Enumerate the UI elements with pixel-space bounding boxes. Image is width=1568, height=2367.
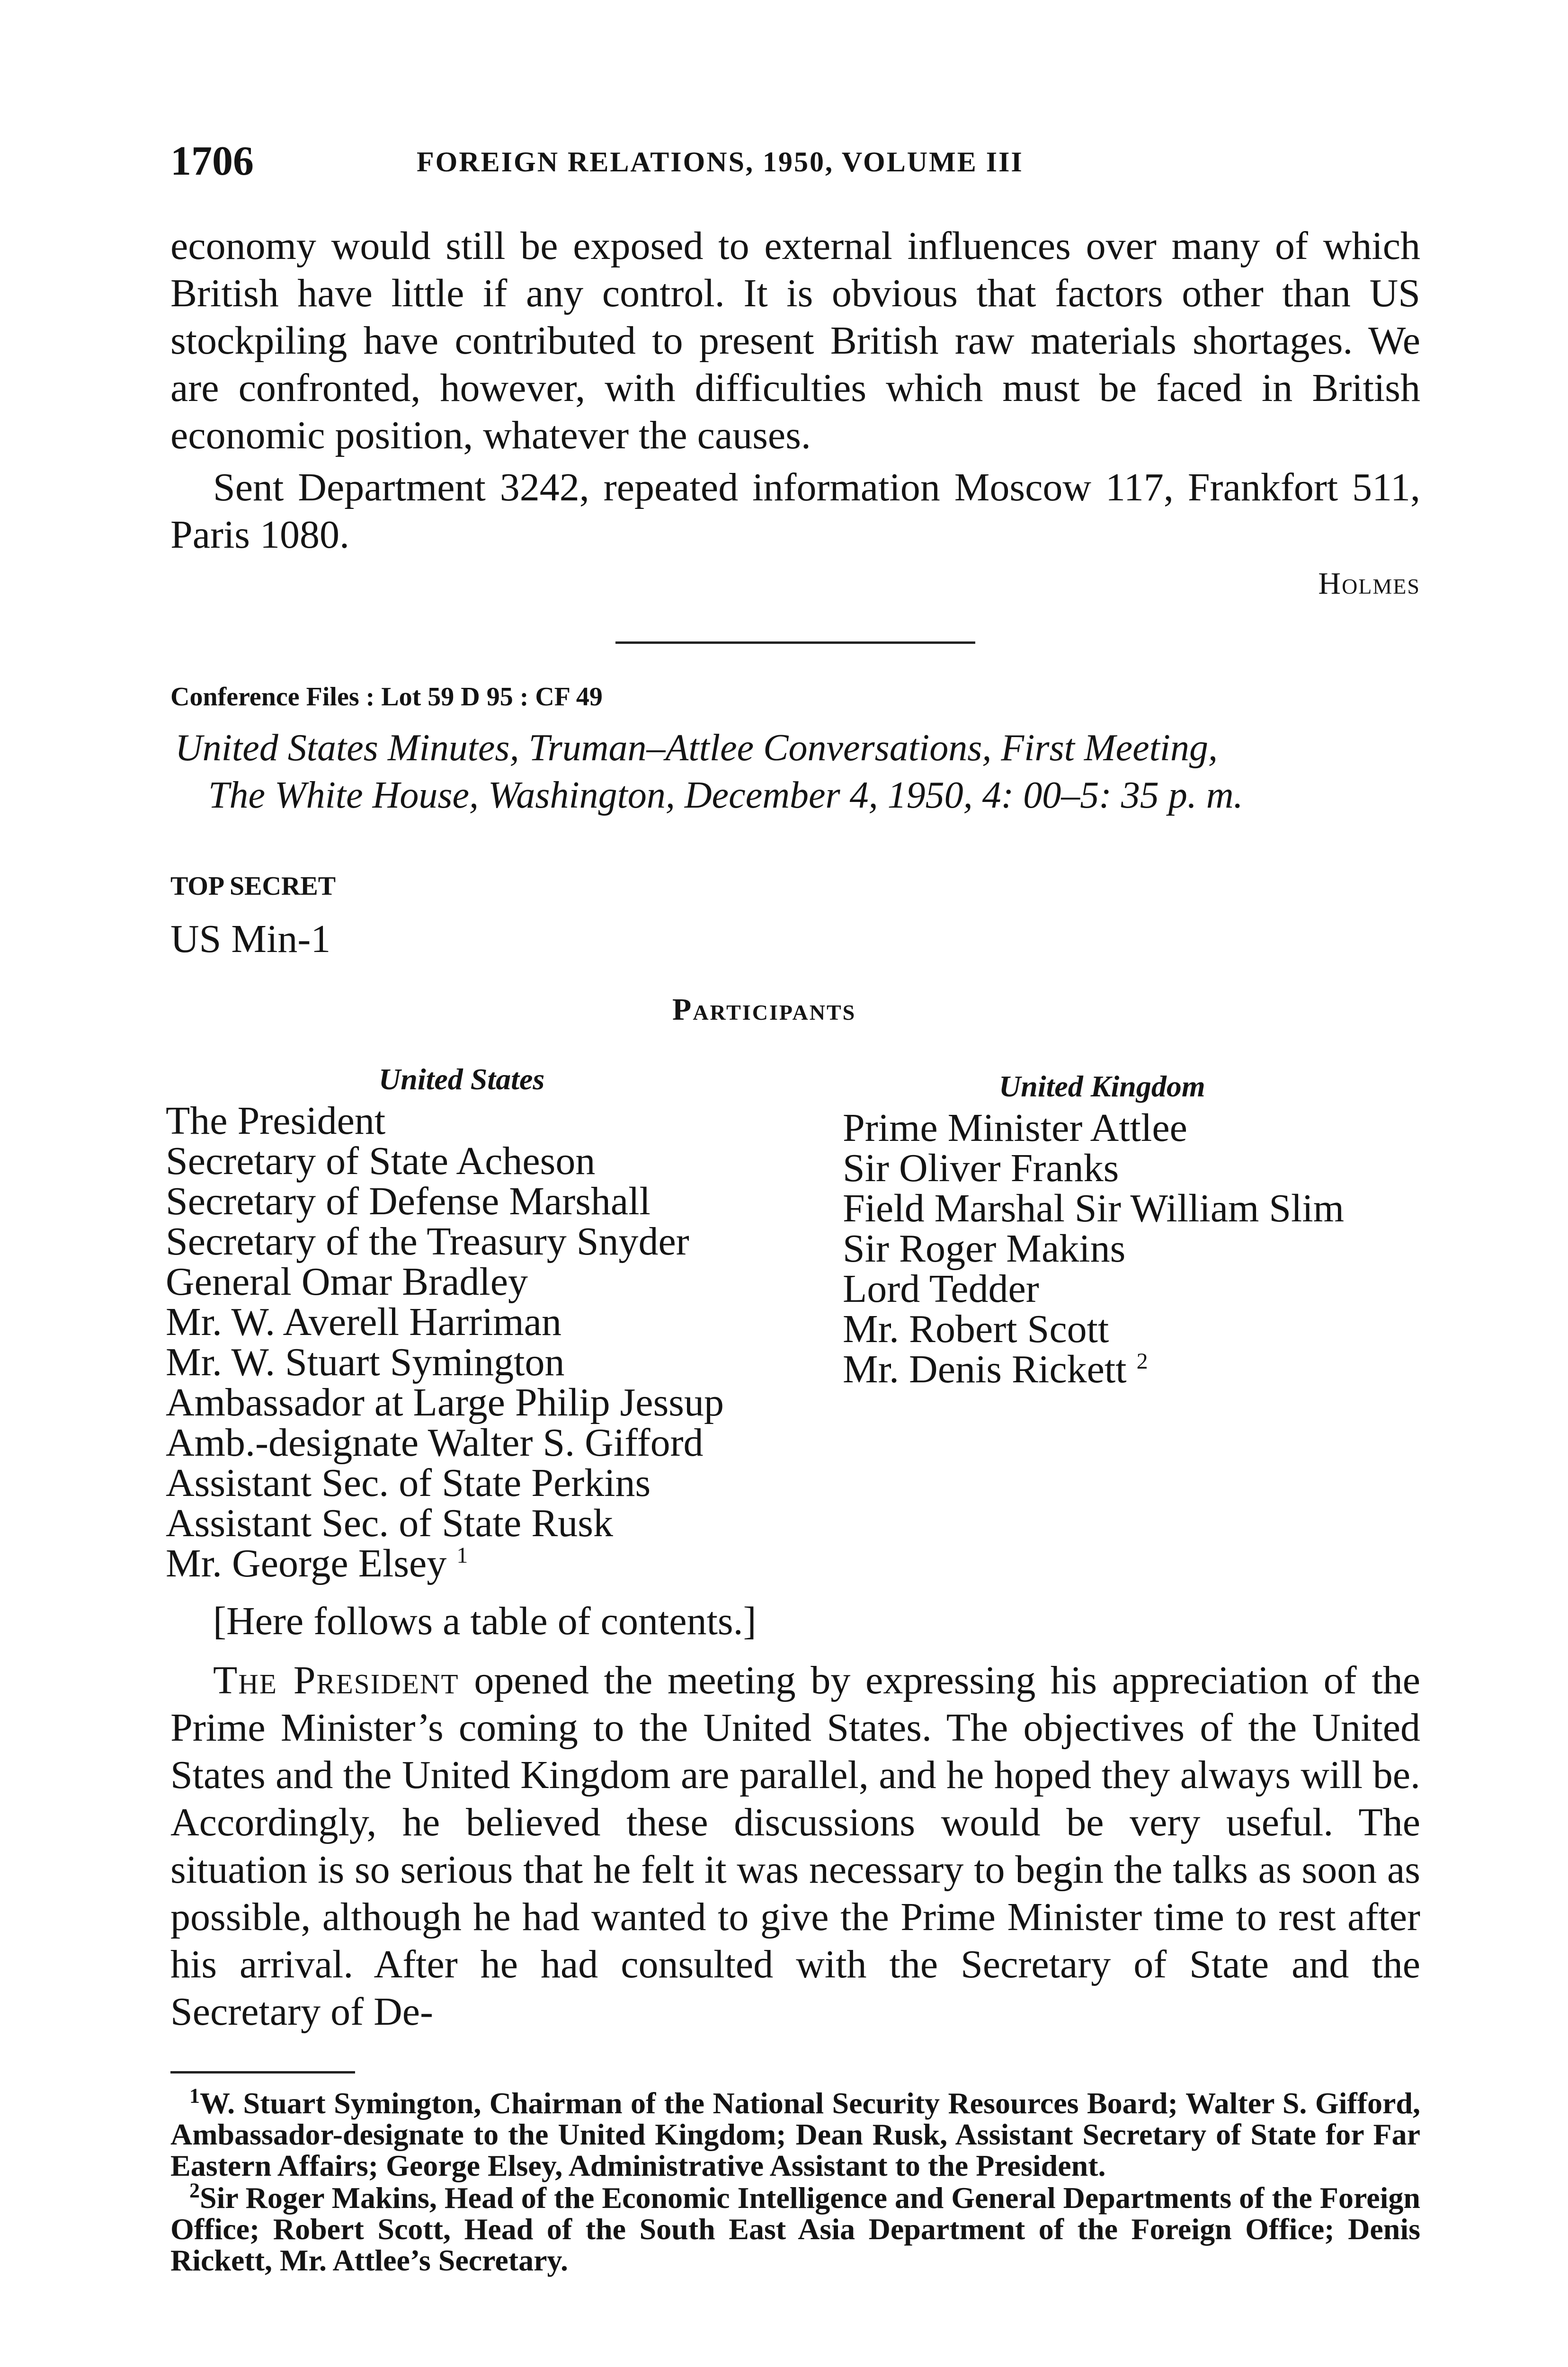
document-title	[175, 724, 1420, 819]
participant-name: The President	[166, 1099, 386, 1143]
footnote	[170, 2084, 1420, 2182]
editorial-note: [Here follows a table of contents.]	[213, 1599, 757, 1643]
section-divider	[615, 641, 975, 644]
document-title-line: The White House, Washington, December 4, 1950, 4: 00–5: 35 p. m.	[208, 774, 1243, 816]
footnotes	[170, 2084, 1420, 2277]
participant-name: Mr. W. Averell Harriman	[166, 1300, 561, 1344]
participant-name: Prime Minister Attlee	[843, 1106, 1187, 1150]
paragraph-text: opened the meeting by expressing his appreciation of the Prime Minister’s coming to the United States. The objectives of the United States and the United Kingdom are parallel, and he hoped they always will be. Accordingly, he believed these discussions would be very useful. The situation is so serious that he felt it was necessary to begin the talks as soon as possible, although he had wanted to give the Prime Minister time to rest after his arrival. After he had consulted with the Secretary of State and the Secretary of De-	[170, 1658, 1421, 2034]
participant-name-with-footnote	[166, 1543, 829, 1584]
participant-name: Assistant Sec. of State Rusk	[166, 1501, 613, 1545]
footnote-reference[interactable]: 1	[456, 1543, 468, 1568]
participant-name: Secretary of Defense Marshall	[166, 1179, 650, 1223]
document-title-line: United States Minutes, Truman–Attlee Conversations, First Meeting,	[175, 727, 1218, 769]
participant-name: Ambassador at Large Philip Jessup	[166, 1380, 724, 1424]
footnote-mark: 2	[189, 2179, 200, 2202]
speaker-name: The President	[213, 1658, 459, 1702]
body-paragraph: Sent Department 3242, repeated information Moscow 117, Frankfort 511, Paris 1080.	[170, 465, 1420, 557]
participant-name: Sir Roger Makins	[843, 1227, 1126, 1271]
participant-name: Secretary of State Acheson	[166, 1139, 596, 1183]
footnote-text: Sir Roger Makins, Head of the Economic Intelligence and General Departments of the Foreign Office; Robert Scott, Head of the South East Asia Department of the Foreign Office; Denis Rickett, Mr. Attlee’s Secretary.	[170, 2181, 1420, 2277]
participant-name: Mr. George Elsey	[166, 1541, 447, 1585]
footnote	[170, 2179, 1420, 2277]
participant-name-with-footnote	[843, 1349, 1458, 1389]
body-paragraph	[170, 1657, 1420, 2036]
participant-name: Assistant Sec. of State Perkins	[166, 1461, 651, 1505]
participant-name: Mr. Robert Scott	[843, 1307, 1109, 1351]
source-citation: Conference Files : Lot 59 D 95 : CF 49	[170, 682, 603, 712]
document-number: US Min-1	[170, 917, 331, 961]
footnote-reference[interactable]: 2	[1136, 1349, 1148, 1374]
classification-marking: TOP SECRET	[170, 872, 336, 901]
signature: Holmes	[1318, 566, 1420, 601]
running-head: FOREIGN RELATIONS, 1950, VOLUME III	[417, 146, 1024, 178]
participant-name: Amb.-designate Walter S. Gifford	[166, 1421, 704, 1465]
footnote-text: W. Stuart Symington, Chairman of the National Security Resources Board; Walter S. Gifford, Ambassador-designate to the United Kingdom; Dean Rusk, Assistant Secretary of State for Far Eastern Affairs; George Elsey, Administrative Assistant to the President.	[170, 2086, 1420, 2182]
participant-name: Lord Tedder	[843, 1267, 1039, 1311]
body-paragraph: economy would still be exposed to external influences over many of which British have little if any control. It is obvious that factors other than US stockpiling have contributed to present British raw materials shortages. We are confronted, however, with difficulties which must be faced in British economic position, whatever the causes.	[170, 224, 1420, 457]
participants-us-column	[166, 1060, 829, 1584]
column-heading: United Kingdom	[999, 1069, 1205, 1103]
participants-uk-column	[843, 1068, 1458, 1389]
participants-heading: Participants	[672, 992, 856, 1027]
page-number: 1706	[170, 138, 254, 184]
participant-name: Secretary of the Treasury Snyder	[166, 1219, 689, 1264]
footnote-mark: 1	[189, 2084, 200, 2108]
participant-name: Field Marshal Sir William Slim	[843, 1186, 1345, 1230]
participant-name: Mr. Denis Rickett	[843, 1347, 1127, 1391]
participant-name: General Omar Bradley	[166, 1260, 528, 1304]
footnote-divider	[170, 2071, 355, 2073]
page-header	[170, 137, 1420, 189]
participant-name: Mr. W. Stuart Symington	[166, 1340, 565, 1384]
column-heading: United States	[379, 1062, 545, 1096]
participant-name: Sir Oliver Franks	[843, 1146, 1119, 1190]
